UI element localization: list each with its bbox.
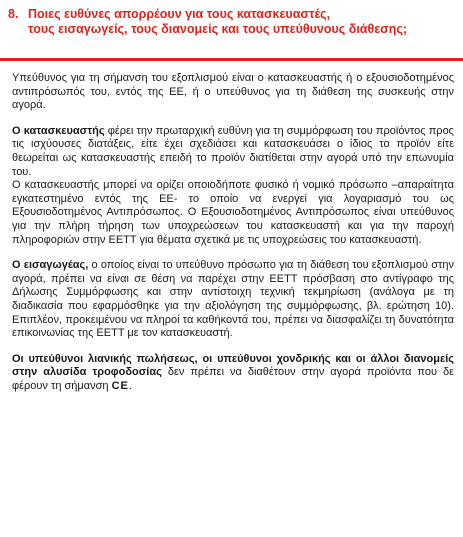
section-heading — [8, 7, 456, 37]
paragraph-distributors — [12, 353, 454, 394]
paragraph-authorised-representative — [12, 179, 454, 247]
heading-line-2: τους εισαγωγείς, τους διανομείς και τους υπεύθυνους διάθεσης; — [28, 22, 408, 36]
paragraph-importer — [12, 259, 454, 341]
heading-line-1: Ποιες ευθύνες απορρέουν για τους κατασκευαστές, — [28, 7, 331, 21]
paragraph-responsibility — [12, 72, 454, 113]
term-importer: Ο εισαγωγέας, — [12, 259, 89, 272]
paragraph-manufacturer — [12, 125, 454, 179]
term-manufacturer: Ο κατασκευαστής — [12, 124, 105, 137]
paragraph-authorised-representative-text: Ο κατασκευαστής μπορεί να ορίζει οποιοδήποτε φυσικό ή νομικό πρόσωπο –απαραίτητα εγκατεστημένο εντός της ΕΕ- το οποίο να ενεργεί για λογαριασμό του ως Εξουσιοδοτημένος Αντιπρόσωπος. Ο Εξουσιοδοτημένος Αντιπρόσωπος είναι υπεύθυνος για την πλήρη τήρηση των υποχρεώσεων του κατασκευαστή και για την παροχή πληροφοριών στην ΕΕΤΤ για θέματα σχετικά με τις υποχρεώσεις του κατασκευαστή. — [12, 179, 454, 246]
document-body — [12, 72, 454, 405]
paragraph-importer-text: ο οποίος είναι το υπεύθυνο πρόσωπο για τη διάθεση του εξοπλισμού στην αγορά, πρέπει να είναι σε θέση να παρέχει στην ΕΕΤΤ πρόσβαση στο αντίγραφο της Δήλωσης Συμμόρφωσης και στην αντίστοιχη τεχνική τεκμηρίωση (ανάλογα με τη διαδικασία που εφαρμόσθηκε για την αξιολόγηση της συμμόρφωσης, βλ. ερώτηση 10). Επιπλέον, προκειμένου να πληροί τα καθήκοντά του, πρέπει να διασφαλίζει τη δυνατότητα επικοινωνίας της ΕΕΤΤ με τον κατασκευαστή. — [12, 259, 454, 340]
paragraph-distributors-text: δεν πρέπει να διαθέτουν στην αγορά προϊόντα που δε φέρουν τη σήμανση — [12, 366, 454, 392]
heading-divider — [0, 58, 463, 61]
paragraph-manufacturer-text: φέρει την πρωταρχική ευθύνη για τη συμμόρφωση του προϊόντος προς τις ισχύουσες διατάξεις, είτε έχει σχεδιάσει και κατασκευάσει ο ίδιος το προϊόν είτε θεωρείται ως κατασκευαστής επειδή το προϊόν διατίθεται στην αγορά υπό την επωνυμία του. — [12, 124, 454, 178]
heading-number: 8. — [8, 7, 19, 21]
term-distributors: Οι υπεύθυνοι λιανικής πωλήσεως, οι υπεύθυνοι χονδρικής και οι άλλοι διανομείς στην αλυσίδα τροφοδοσίας — [12, 352, 454, 379]
paragraph-responsibility-text: Υπεύθυνος για τη σήμανση του εξοπλισμού είναι ο κατασκευαστής ή ο εξουσιοδοτημένος αντιπρόσωπός του, εντός της ΕΕ, ή ο υπεύθυνος για τη διάθεση της συσκευής στην αγορά. — [12, 72, 454, 112]
paragraph-distributors-end: . — [128, 379, 132, 392]
ce-mark: CE — [111, 379, 129, 392]
